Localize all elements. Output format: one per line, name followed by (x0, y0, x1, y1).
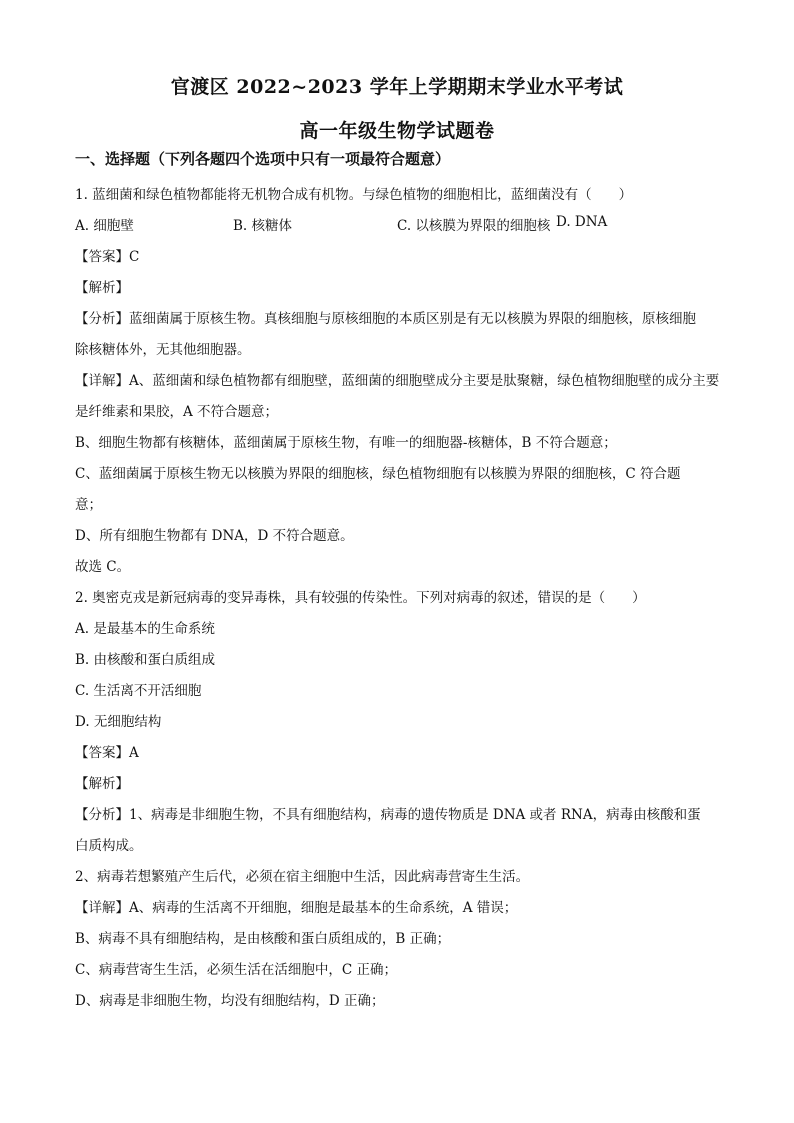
exam-title: 官渡区 2022~2023 学年上学期期末学业水平考试 (170, 76, 624, 98)
q2-option-c: C. 生活离不开活细胞 (75, 683, 202, 699)
q1-option-b: B. 核糖体 (233, 218, 293, 234)
q2-option-b: B. 由核酸和蛋白质组成 (75, 652, 216, 668)
q1-option-c: C. 以核膜为界限的细胞核 (397, 218, 551, 234)
q2-analysis-line: 白质构成。 (75, 838, 143, 854)
q1-stem: 1. 蓝细菌和绿色植物都能将无机物合成有机物。与绿色植物的细胞相比，蓝细菌没有（ ） (75, 187, 633, 203)
q1-detail-line: C、蓝细菌属于原核生物无以核膜为界限的细胞核，绿色植物细胞有以核膜为界限的细胞核，C 符合题 (75, 466, 681, 482)
exam-subtitle: 高一年级生物学试题卷 (299, 120, 495, 142)
q1-detail-line: 【详解】A、蓝细菌和绿色植物都有细胞壁，蓝细菌的细胞壁成分主要是肽聚糖，绿色植物细胞壁的成分主要 (75, 373, 720, 389)
q1-detail-line: B、细胞生物都有核糖体，蓝细菌属于原核生物，有唯一的细胞器-核糖体，B 不符合题意； (75, 435, 617, 451)
q2-detail-line: C、病毒营寄生生活，必须生活在活细胞中，C 正确； (75, 962, 397, 978)
q2-answer: 【答案】A (75, 745, 139, 761)
q1-answer: 【答案】C (75, 249, 140, 265)
q1-analysis-line: 除核糖体外，无其他细胞器。 (75, 342, 251, 358)
q2-analysis-label: 【解析】 (75, 776, 129, 792)
section-heading: 一、选择题（下列各题四个选项中只有一项最符合题意） (75, 150, 451, 168)
q2-detail-line: D、病毒是非细胞生物，均没有细胞结构，D 正确； (75, 993, 385, 1009)
q2-option-a: A. 是最基本的生命系统 (75, 621, 215, 637)
q1-option-d: D. DNA (556, 214, 608, 230)
q2-detail-line: B、病毒不具有细胞结构，是由核酸和蛋白质组成的，B 正确； (75, 931, 451, 947)
q1-detail-line: 是纤维素和果胶，A 不符合题意； (75, 404, 279, 420)
q2-analysis-line: 2、病毒若想繁殖产生后代，必须在宿主细胞中生活，因此病毒营寄生生活。 (75, 869, 530, 885)
q2-option-d: D. 无细胞结构 (75, 714, 162, 730)
q2-stem: 2. 奥密克戎是新冠病毒的变异毒株，具有较强的传染性。下列对病毒的叙述，错误的是（ ） (75, 590, 646, 606)
q1-detail-line: 故选 C。 (75, 559, 131, 575)
q1-analysis-line: 【分析】蓝细菌属于原核生物。真核细胞与原核细胞的本质区别是有无以核膜为界限的细胞核，原核细胞 (75, 311, 696, 327)
q2-detail-line: 【详解】A、病毒的生活离不开细胞，细胞是最基本的生命系统，A 错误； (75, 900, 518, 916)
q1-detail-line: D、所有细胞生物都有 DNA，D 不符合题意。 (75, 528, 354, 544)
q1-analysis-label: 【解析】 (75, 280, 129, 296)
q2-analysis-line: 【分析】1、病毒是非细胞生物，不具有细胞结构，病毒的遗传物质是 DNA 或者 RNA，病毒由核酸和蛋 (75, 807, 701, 823)
q1-detail-line: 意； (75, 497, 102, 513)
q1-option-a: A. 细胞壁 (75, 218, 134, 234)
